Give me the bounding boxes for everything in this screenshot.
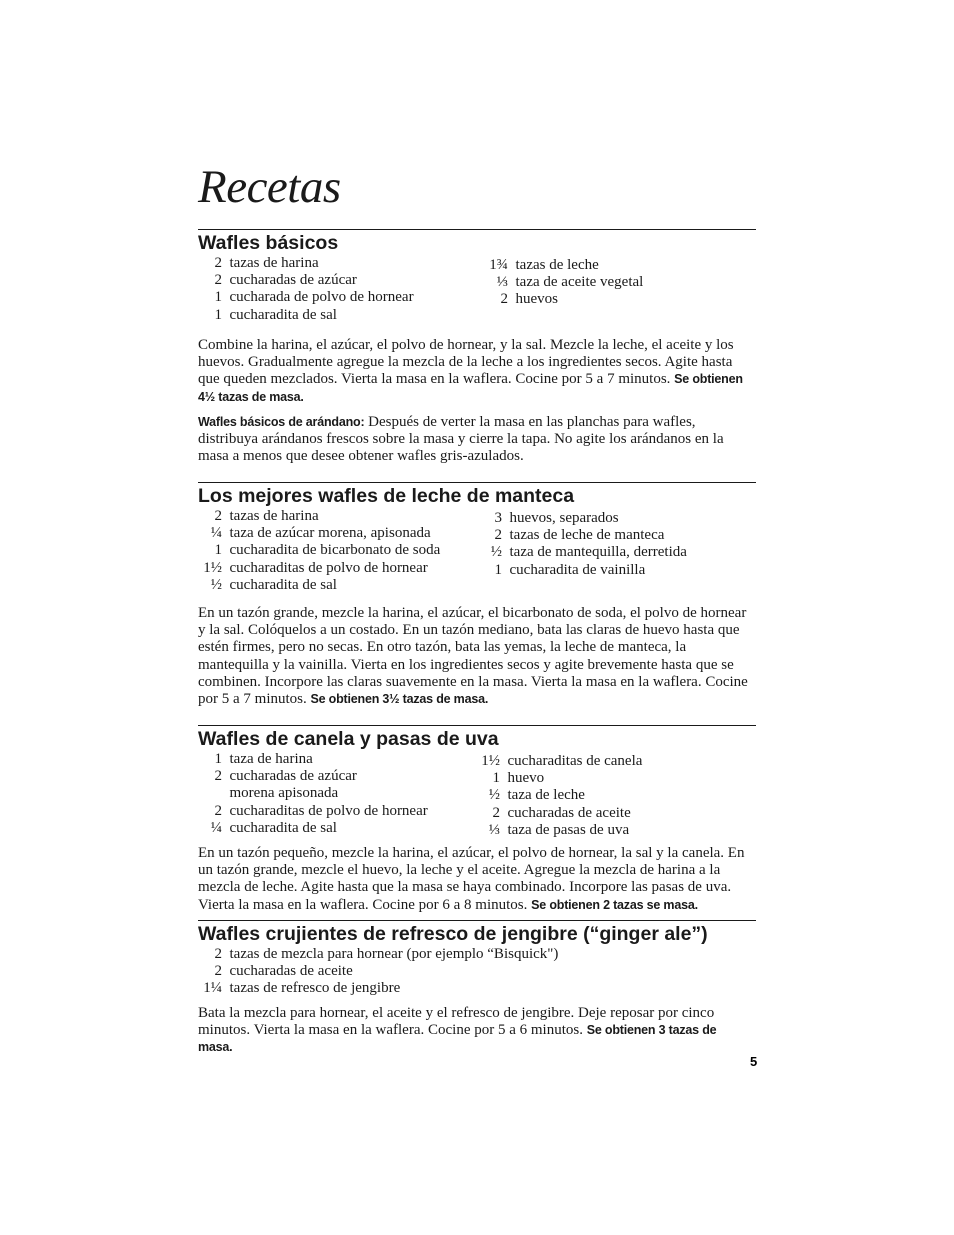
recipe-yield: Se obtienen 3 tazas de masa. [198,1023,717,1055]
recipe-method: En un tazón grande, mezcle la harina, el azúcar, el bicarbonato de soda, el polvo de hornear y la sal. Colóquelos a un costado. En un tazón mediano, bata las claras de huevo hasta que estén firmes, pero no secas. En otro tazón, bata las yemas, la leche de manteca, la mantequilla y la vainilla. Vierta en los ingredientes secos y agite brevemente hasta que se combinen. Incorpore las claras suavemente en la masa. Vierta la masa en la waflera. Cocine por 5 a 7 minutos. Se obtienen 3½ tazas de masa. [198,605,748,708]
ingredient-item: 2 cucharadas de azúcar [214,272,357,289]
ingredient-item: 2 cucharadas de aceite [214,963,353,980]
ingredient-column-right [480,753,642,839]
ingredient-item: 1½ cucharaditas de canela [481,753,643,769]
section-divider [198,725,756,726]
ingredient-item: ½ taza de mantequilla, derretida [490,544,687,561]
ingredient-item: 2 huevos [500,291,558,308]
ingredient-item: ½ taza de leche [488,787,585,804]
ingredient-column-right [482,257,643,309]
recipe-method: Bata la mezcla para hornear, el aceite y el refresco de jengibre. Deje reposar por cinco minutos. Vierta la masa en la waflera. Cocine por 5 a 6 minutos. Se obtienen 3 tazas de masa. [198,1005,717,1055]
ingredient-item: 1 cucharada de polvo de hornear [214,289,414,306]
recipe-heading: Wafles crujientes de refresco de jengibre (“ginger ale”) [198,923,708,945]
section-divider [198,229,756,230]
ingredient-item: 2 tazas de mezcla para hornear (por ejemplo “Bisquick") [214,946,559,962]
recipe-canela-pasas [198,725,756,838]
recipe-yield: Se obtienen 2 tazas se masa. [531,897,698,912]
recipe-variation: Wafles básicos de arándano: Después de verter la masa en las planchas para wafles, distribuya arándanos frescos sobre la masa y cierre la tapa. No agite los arándanos en la masa a menos que desee obtener wafles gris-azulados. [198,414,724,465]
recipe-method: En un tazón pequeño, mezcle la harina, el azúcar, el polvo de hornear, la sal y la canela. En un tazón grande, mezcle el huevo, la leche y el aceite. Agregue la mezcla de harina a la mezcla de leche. Agite hasta que la masa se haya combinado. Incorpore las pasas de uva. Vierta la masa en la waflera. Cocine por 6 a 8 minutos. Se obtienen 2 tazas se masa. [198,845,745,913]
ingredient-item: 2 cucharadas de aceite [492,804,631,821]
ingredient-item: 2 tazas de leche de manteca [494,527,665,544]
ingredient-item: ¼ taza de azúcar morena, apisonada [210,525,431,542]
ingredient-column-right [482,510,687,579]
recipe-ginger-ale [198,920,756,997]
recipe-method: Combine la harina, el azúcar, el polvo de hornear, y la sal. Mezcle la leche, el aceite y los huevos. Gradualmente agregue la mezcla de la leche a los ingredientes secos. Agite hasta que queden mezclados. Vierta la masa en la waflera. Cocine por 5 a 7 minutos. Se obtienen 4½ tazas de masa. [198,337,743,404]
ingredient-item: 2 cucharaditas de polvo de hornear [214,802,428,819]
ingredient-item: 1 huevo [492,770,545,787]
ingredient-item: ⅓ taza de aceite vegetal [496,274,644,291]
section-divider [198,920,756,921]
ingredient-item: ¼ cucharadita de sal [210,819,337,836]
variation-label: Wafles básicos de arándano: [198,415,365,429]
recipe-yield: Se obtienen 3½ tazas de masa. [310,692,489,707]
ingredient-item: 2 tazas de harina [214,508,319,524]
ingredient-column-left [198,751,428,837]
ingredient-item: morena apisonada [229,785,339,802]
ingredient-item: ½ cucharadita de sal [210,576,337,593]
recipe-leche-de-manteca [198,482,756,593]
recipe-heading: Los mejores wafles de leche de manteca [198,485,575,507]
ingredient-item: 1½ cucharaditas de polvo de hornear [203,559,428,576]
ingredient-item: 1 cucharadita de vainilla [494,561,646,578]
ingredient-item: 1 taza de harina [214,751,313,767]
ingredient-item: 2 tazas de harina [214,255,319,271]
page-number: 5 [750,1054,758,1069]
ingredient-item: 3 huevos, separados [494,510,619,526]
ingredient-column-left [198,508,440,594]
ingredient-column-left [198,946,558,998]
recipe-heading: Wafles básicos [198,232,339,254]
ingredient-column-left [198,255,414,324]
recipe-wafles-basicos [198,229,756,323]
ingredient-item: ⅓ taza de pasas de uva [488,821,630,838]
section-divider [198,482,756,483]
ingredient-item: 1 cucharadita de sal [214,306,337,323]
page-title: Recetas [198,161,341,213]
ingredient-item: 1¾ tazas de leche [489,257,599,273]
ingredient-item: 2 cucharadas de azúcar [214,768,357,785]
recipe-yield: Se obtienen 4½ tazas de masa. [198,372,743,404]
ingredient-item: 1¼ tazas de refresco de jengibre [203,980,401,997]
ingredient-item: 1 cucharadita de bicarbonato de soda [214,542,441,559]
recipe-heading: Wafles de canela y pasas de uva [198,728,499,750]
